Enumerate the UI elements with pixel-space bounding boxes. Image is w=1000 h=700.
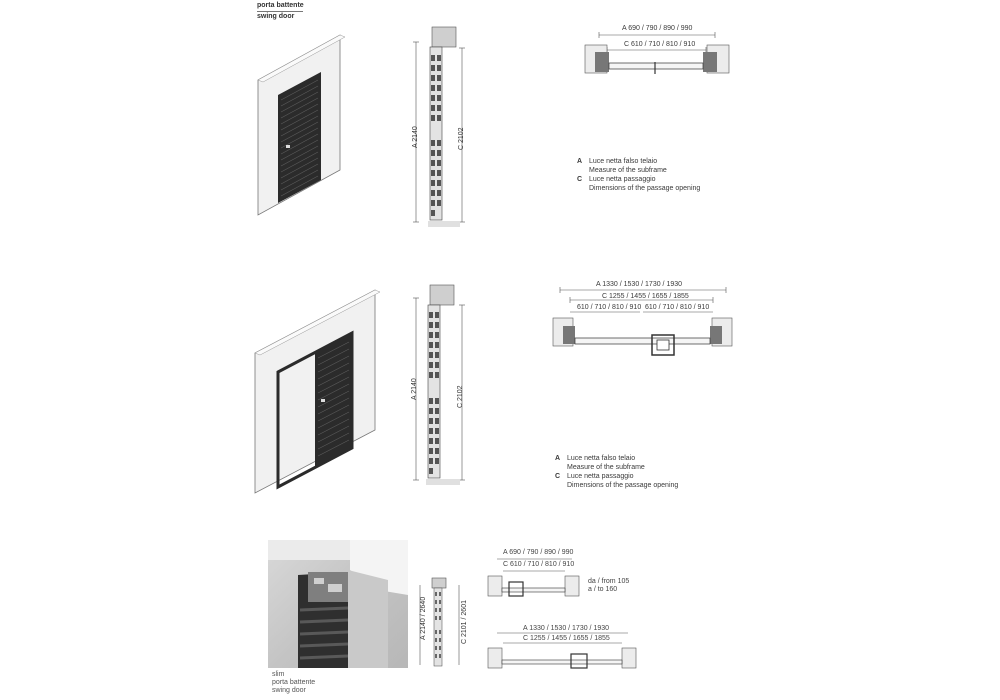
row2-height-a: A 2140 <box>411 378 418 400</box>
legend-it: Luce netta falso telaio <box>589 158 658 165</box>
row2-legend-c <box>555 472 678 490</box>
legend-en: Dimensions of the passage opening <box>589 185 701 192</box>
legend-en: Dimensions of the passage opening <box>567 482 679 489</box>
row3-double-a: A 1330 / 1530 / 1730 / 1930 <box>523 625 610 632</box>
slim-product-photo <box>268 540 408 668</box>
row3-single-a: A 690 / 790 / 890 / 990 <box>503 549 574 556</box>
row1-width-c: C 610 / 710 / 810 / 910 <box>624 41 696 48</box>
row1-width-a: A 690 / 790 / 890 / 990 <box>622 25 693 32</box>
legend-en: Measure of the subframe <box>567 464 645 471</box>
caption-line-1: slim <box>272 671 285 678</box>
row3-to: a / to 160 <box>588 586 618 593</box>
row2-width-left: 610 / 710 / 810 / 910 <box>577 304 642 311</box>
row2-legend-a <box>555 454 678 472</box>
legend-key: A <box>577 158 583 165</box>
row1-legend-a <box>577 157 700 175</box>
caption-line-3: swing door <box>272 687 306 694</box>
legend-en: Measure of the subframe <box>589 167 667 174</box>
legend-it: Luce netta passaggio <box>567 473 634 480</box>
row3-height-a: A 2140 / 2640 <box>420 596 427 640</box>
row3-height-c: C 2101 / 2601 <box>461 600 468 644</box>
single-door-perspective <box>258 35 345 215</box>
single-door-horizontal-section <box>585 32 729 74</box>
legend-it: Luce netta passaggio <box>589 176 656 183</box>
double-door-perspective <box>255 290 380 493</box>
row3-double-c: C 1255 / 1455 / 1655 / 1855 <box>523 635 610 642</box>
row2-width-right: 610 / 710 / 810 / 910 <box>645 304 710 311</box>
row2-width-c: C 1255 / 1455 / 1655 / 1855 <box>602 293 689 300</box>
legend-text <box>589 175 700 193</box>
row2-height-c: C 2102 <box>457 385 464 408</box>
row1-height-c: C 2102 <box>458 127 465 150</box>
row2-legend <box>555 454 678 490</box>
row3-single-c: C 610 / 710 / 810 / 910 <box>503 561 575 568</box>
legend-text <box>567 472 678 490</box>
row3-from: da / from 105 <box>588 578 630 585</box>
row2-width-a: A 1330 / 1530 / 1730 / 1930 <box>596 281 683 288</box>
legend-key: C <box>577 176 583 183</box>
row1-height-a: A 2140 <box>412 126 419 148</box>
header-title-en: swing door <box>257 13 295 20</box>
slim-caption <box>272 671 315 695</box>
caption-line-2: porta battente <box>272 679 316 686</box>
legend-key: C <box>555 473 561 480</box>
legend-text <box>589 157 667 175</box>
legend-text <box>567 454 645 472</box>
header-title-it: porta battente <box>257 2 304 9</box>
row1-legend <box>577 157 700 193</box>
legend-key: A <box>555 455 561 462</box>
row1-legend-c <box>577 175 700 193</box>
legend-it: Luce netta falso telaio <box>567 455 636 462</box>
